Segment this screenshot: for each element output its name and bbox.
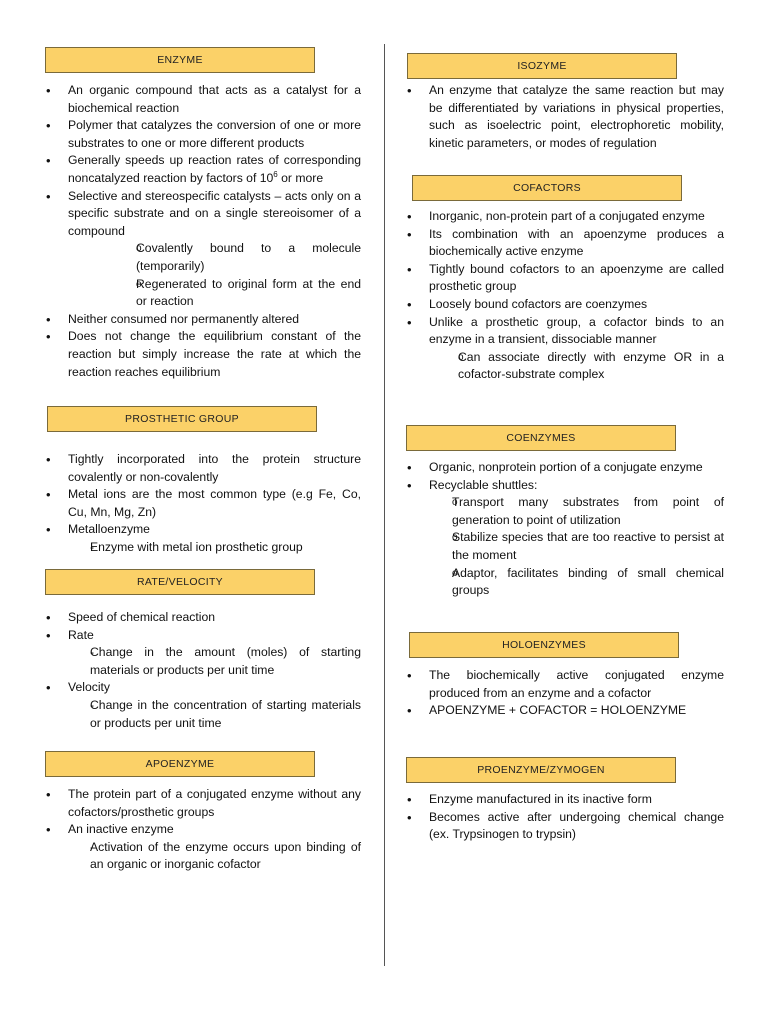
- list-item: • Polymer that catalyzes the conversion of one or more substrates to one or more different products: [45, 117, 361, 152]
- list-item: • Speed of chemical reaction: [45, 609, 361, 627]
- coenzymes-list: [406, 459, 724, 600]
- list-item: • Becomes active after undergoing chemical change (ex. Trypsinogen to trypsin): [406, 809, 724, 844]
- list-item: • Enzyme manufactured in its inactive form: [406, 791, 724, 809]
- list-item: [406, 477, 724, 600]
- list-item: • Does not change the equilibrium constant of the reaction but simply increase the rate at which the reaction reaches equilibrium: [45, 328, 361, 381]
- list-item: • Its combination with an apoenzyme produces a biochemically active enzyme: [406, 226, 724, 261]
- cofactors-list: [406, 208, 724, 384]
- isozyme-list: [406, 82, 724, 152]
- heading-apoenzyme: APOENZYME: [45, 751, 315, 777]
- list-item: [45, 152, 361, 187]
- list-item-text: Selective and stereospecific catalysts – acts only on a specific substrate and on a single stereoisomer of a compound: [68, 188, 361, 238]
- list-item: • The biochemically active conjugated enzyme produced from an enzyme and a cofactor: [406, 667, 724, 702]
- list-item: • Organic, nonprotein portion of a conjugate enzyme: [406, 459, 724, 477]
- list-item: • An enzyme that catalyze the same reaction but may be differentiated by variations in physical properties, such as isoelectric point, electrophoretic mobility, kinetic parameters, or modes of regulation: [406, 82, 724, 152]
- prosthetic-list: [45, 451, 361, 557]
- cofactors-sublist: [429, 349, 724, 384]
- list-item: [45, 679, 361, 732]
- factor-text: Generally speeds up reaction rates of corresponding noncatalyzed reaction by factors of: [68, 153, 361, 185]
- list-item-text: An inactive enzyme: [68, 822, 174, 837]
- heading-proenzyme-zymogen: PROENZYME/ZYMOGEN: [406, 757, 676, 783]
- proenzyme-list: [406, 791, 724, 844]
- prosthetic-sublist: [68, 539, 361, 557]
- list-item: [45, 521, 361, 556]
- heading-coenzymes: COENZYMES: [406, 425, 676, 451]
- column-divider: [384, 44, 385, 966]
- sub-list-item: o Can associate directly with enzyme OR in a cofactor-substrate complex: [429, 349, 724, 384]
- enzyme-list: [45, 82, 361, 381]
- list-item: [45, 627, 361, 680]
- heading-prosthetic-group: PROSTHETIC GROUP: [47, 406, 317, 432]
- holoenzymes-list: [406, 667, 724, 720]
- sub-list-item: o Regenerated to original form at the end or reaction: [113, 276, 361, 311]
- list-item-text: Recyclable shuttles:: [429, 477, 538, 492]
- list-item: [45, 821, 361, 874]
- factor-base: 10: [259, 170, 274, 185]
- velocity-sublist: [68, 697, 361, 732]
- heading-holoenzymes: HOLOENZYMES: [409, 632, 679, 658]
- sub-list-item: o Adaptor, facilitates binding of small chemical groups: [429, 565, 724, 600]
- list-item: [45, 188, 361, 311]
- list-item-text: Unlike a prosthetic group, a cofactor binds to an enzyme in a transient, dissociable manner: [429, 314, 724, 347]
- list-item: • Tightly bound cofactors to an apoenzyme are called prosthetic group: [406, 261, 724, 296]
- sub-list-item: - Enzyme with metal ion prosthetic group: [68, 539, 361, 557]
- list-item: • Neither consumed nor permanently altered: [45, 311, 361, 329]
- coenzymes-sublist: [429, 494, 724, 600]
- sub-list-item: o Transport many substrates from point of generation to point of utilization: [429, 494, 724, 529]
- sub-list-item: - Change in the amount (moles) of starting materials or products per unit time: [68, 644, 361, 679]
- heading-enzyme: ENZYME: [45, 47, 315, 73]
- apoenzyme-list: [45, 786, 361, 874]
- heading-cofactors: COFACTORS: [412, 175, 682, 201]
- list-item: • Tightly incorporated into the protein structure covalently or non-covalently: [45, 451, 361, 486]
- rate-sublist: [68, 644, 361, 679]
- list-item: • Loosely bound cofactors are coenzymes: [406, 296, 724, 314]
- sub-list-item: o Stabilize species that are too reactive to persist at the moment: [429, 529, 724, 564]
- list-item: • APOENZYME + COFACTOR = HOLOENZYME: [406, 702, 724, 720]
- list-item: • Metal ions are the most common type (e.g Fe, Co, Cu, Mn, Mg, Zn): [45, 486, 361, 521]
- list-item: • An organic compound that acts as a catalyst for a biochemical reaction: [45, 82, 361, 117]
- list-item: • The protein part of a conjugated enzyme without any cofactors/prosthetic groups: [45, 786, 361, 821]
- sub-list-item: - Activation of the enzyme occurs upon binding of an organic or inorganic cofactor: [68, 839, 361, 874]
- factor-tail: or more: [277, 170, 324, 185]
- factor-exponent: 6: [273, 169, 278, 179]
- list-item: • Inorganic, non-protein part of a conjugated enzyme: [406, 208, 724, 226]
- sub-list-item: - Change in the concentration of starting materials or products per unit time: [68, 697, 361, 732]
- heading-isozyme: ISOZYME: [407, 53, 677, 79]
- list-item-text: Metalloenzyme: [68, 522, 150, 537]
- sub-list-item: o Covalently bound to a molecule (temporarily): [113, 240, 361, 275]
- enzyme-sublist: [113, 240, 361, 310]
- apoenzyme-sublist: [68, 839, 361, 874]
- heading-rate-velocity: RATE/VELOCITY: [45, 569, 315, 595]
- list-item: [406, 314, 724, 384]
- list-item-text: Velocity: [68, 680, 111, 695]
- rate-list: [45, 609, 361, 732]
- list-item-text: Rate: [68, 627, 94, 642]
